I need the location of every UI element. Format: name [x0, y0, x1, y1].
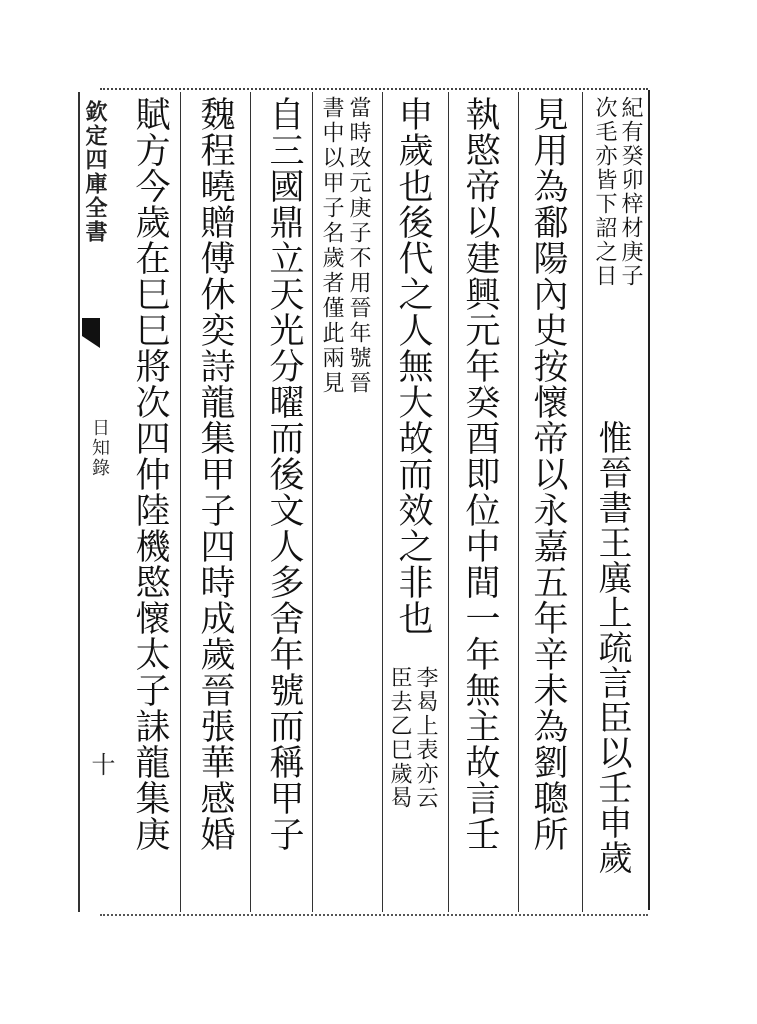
annotation-line: 書中以甲子名歲者僅此兩見 [319, 96, 344, 396]
column-rule [518, 92, 519, 912]
column-rule [312, 92, 313, 912]
text-column: 惟晉書王廙上疏言臣以壬申歲 [592, 420, 632, 875]
text-column: 執愍帝以建興元年癸酉即位中間一年無主故言壬 [460, 96, 500, 852]
column-rule [382, 92, 383, 912]
text-column: 申歲也後代之人無大故而效之非也 [393, 96, 433, 636]
page-number: 十 [87, 752, 115, 778]
bottom-border [100, 914, 648, 916]
annotation-line: 李曷上表亦云 [413, 666, 438, 810]
column-rule [448, 92, 449, 912]
text-column: 賦方今歲在巳巳將次四仲陸機愍懷太子誄龍集庚 [130, 96, 170, 852]
annotation-line: 當時改元庚子不用晉年號晉 [346, 96, 371, 396]
text-column: 見用為鄱陽內史按懷帝以永嘉五年辛未為劉聰所 [528, 96, 568, 852]
column-rule [582, 92, 583, 912]
annotation-line: 紀有癸卯梓材庚子 [618, 96, 643, 288]
text-column: 魏程曉贈傅休奕詩龍集甲子四時成歲晉張華感婚 [195, 96, 235, 852]
column-rule [180, 92, 181, 912]
annotation-line: 臣去乙巳歲曷 [387, 666, 412, 810]
book-title: 欽定四庫全書 [82, 100, 108, 244]
column-rule [250, 92, 251, 912]
annotation-line: 次毛亦皆下詔之日 [592, 96, 617, 288]
book-name: 日知錄 [89, 418, 110, 478]
text-column: 自三國鼎立天光分曜而後文人多舍年號而稱甲子 [264, 96, 304, 852]
